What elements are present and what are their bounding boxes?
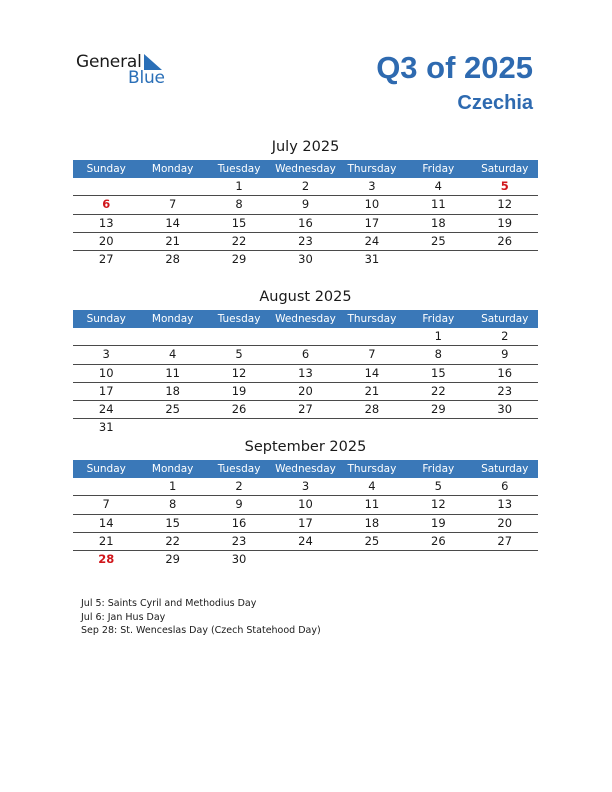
day-cell: 12 (431, 497, 446, 512)
day-cell: 20 (298, 383, 313, 398)
day-cell: 1 (168, 479, 177, 493)
day-cell: 5 (235, 347, 243, 362)
holiday-note: Sep 28: St. Wenceslas Day (Czech Statehood Day) (81, 625, 321, 636)
weekday-label: Monday (151, 313, 194, 325)
day-cell: 22 (431, 383, 446, 398)
day-cell: 2 (235, 479, 243, 493)
day-cell: 21 (165, 233, 180, 248)
day-cell (272, 328, 338, 345)
holiday-note: Jul 6: Jan Hus Day (81, 611, 166, 623)
week-row (73, 478, 538, 496)
week-row (73, 515, 538, 533)
weekday-label: Saturday (481, 463, 529, 475)
day-cell: 29 (231, 252, 247, 267)
day-cell: 18 (431, 215, 446, 230)
day-cell: 11 (364, 497, 380, 512)
week-row (73, 251, 538, 268)
week-row (73, 401, 538, 419)
day-cell: 5 (434, 479, 442, 493)
day-cell (73, 478, 139, 495)
day-cell: 29 (165, 552, 180, 567)
day-cell (206, 328, 272, 345)
day-cell (272, 551, 338, 568)
day-cell: 27 (298, 402, 313, 417)
day-cell (405, 419, 471, 436)
weekday-label: Wednesday (275, 313, 336, 325)
day-cell: 2 (301, 179, 310, 193)
month-title: July 2025 (271, 139, 340, 155)
day-cell: 19 (497, 215, 513, 230)
day-cell: 6 (102, 197, 111, 212)
day-cell: 5 (500, 179, 509, 193)
month-calendar (73, 136, 538, 268)
weekday-header (73, 160, 538, 178)
day-cell: 8 (434, 347, 442, 362)
logo-word-blue: Blue (128, 68, 165, 88)
week-row (73, 383, 538, 401)
day-cell: 7 (102, 497, 110, 512)
day-cell: 26 (497, 233, 513, 248)
day-cell (139, 419, 205, 436)
day-cell: 11 (431, 197, 446, 212)
day-cell: 6 (501, 479, 509, 493)
day-cell (139, 328, 205, 345)
day-cell (472, 419, 538, 436)
day-cell (272, 419, 338, 436)
day-cell: 9 (301, 197, 310, 212)
day-cell: 19 (431, 515, 446, 530)
day-cell: 1 (434, 329, 442, 343)
weekday-label: Friday (422, 463, 455, 475)
day-cell: 21 (364, 383, 380, 398)
day-cell: 11 (165, 365, 180, 380)
country-name: Czechia (457, 92, 533, 114)
day-cell (206, 419, 272, 436)
weekday-label: Monday (151, 163, 194, 175)
holiday-notes (81, 597, 321, 638)
day-cell: 8 (168, 497, 177, 512)
weekday-label: Sunday (86, 313, 126, 325)
week-row (73, 328, 538, 346)
weekday-header (73, 460, 538, 478)
day-cell: 23 (497, 383, 513, 398)
weekday-label: Monday (151, 463, 194, 475)
week-rows (73, 178, 538, 268)
day-cell: 7 (368, 347, 376, 362)
day-cell: 18 (165, 383, 180, 398)
day-cell: 27 (98, 252, 114, 267)
day-cell (339, 551, 405, 568)
day-cell: 16 (497, 365, 513, 380)
day-cell: 15 (431, 365, 446, 380)
week-row (73, 346, 538, 364)
week-row (73, 178, 538, 196)
day-cell: 25 (165, 402, 180, 417)
day-cell: 30 (298, 252, 313, 267)
weekday-label: Saturday (481, 163, 529, 175)
weekday-label: Saturday (481, 313, 529, 325)
day-cell: 2 (501, 329, 509, 343)
month-calendar (73, 436, 538, 568)
day-cell: 30 (497, 402, 513, 417)
weekday-label: Thursday (347, 313, 397, 325)
month-title: September 2025 (244, 439, 367, 455)
day-cell: 25 (431, 233, 446, 248)
weekday-label: Sunday (86, 463, 126, 475)
day-cell (472, 251, 538, 268)
day-cell: 10 (298, 497, 313, 512)
day-cell: 25 (364, 533, 380, 548)
day-cell (73, 178, 139, 195)
day-cell: 16 (231, 515, 247, 530)
week-row (73, 233, 538, 251)
day-cell: 14 (98, 515, 114, 530)
day-cell: 24 (298, 533, 313, 548)
day-cell: 17 (364, 215, 380, 230)
weekday-label: Thursday (347, 163, 397, 175)
day-cell: 13 (98, 215, 114, 230)
week-row (73, 215, 538, 233)
week-rows (73, 478, 538, 568)
day-cell: 8 (235, 197, 243, 212)
day-cell (339, 328, 405, 345)
weekday-label: Wednesday (275, 163, 336, 175)
day-cell (472, 551, 538, 568)
week-row (73, 365, 538, 383)
day-cell: 23 (298, 233, 313, 248)
day-cell: 9 (235, 497, 243, 512)
week-row (73, 533, 538, 551)
day-cell: 26 (431, 533, 446, 548)
day-cell (139, 178, 205, 195)
day-cell: 20 (497, 515, 513, 530)
weekday-label: Thursday (347, 463, 397, 475)
day-cell: 17 (98, 383, 114, 398)
page-title: Q3 of 2025 (376, 50, 533, 85)
day-cell: 3 (301, 479, 310, 493)
day-cell: 26 (231, 402, 247, 417)
day-cell: 23 (231, 533, 247, 548)
week-row (73, 496, 538, 514)
day-cell: 14 (364, 365, 380, 380)
day-cell: 13 (298, 365, 313, 380)
weekday-label: Tuesday (217, 463, 261, 475)
day-cell: 28 (364, 402, 380, 417)
day-cell: 14 (165, 215, 180, 230)
day-cell: 29 (431, 402, 446, 417)
month-calendar (73, 286, 538, 437)
weekday-label: Sunday (86, 163, 126, 175)
day-cell: 15 (231, 215, 247, 230)
day-cell: 3 (102, 347, 110, 362)
month-title: August 2025 (259, 289, 352, 305)
day-cell: 31 (364, 252, 380, 267)
day-cell: 12 (231, 365, 247, 380)
weekday-label: Friday (422, 313, 455, 325)
weekday-label: Tuesday (217, 313, 261, 325)
day-cell: 15 (165, 515, 180, 530)
day-cell: 1 (235, 179, 243, 193)
day-cell: 20 (98, 233, 114, 248)
day-cell: 18 (364, 515, 380, 530)
day-cell (339, 419, 405, 436)
day-cell: 9 (501, 347, 509, 362)
day-cell: 12 (497, 197, 513, 212)
weekday-label: Friday (422, 163, 455, 175)
day-cell: 28 (98, 552, 115, 567)
day-cell: 4 (168, 347, 177, 362)
day-cell: 10 (98, 365, 114, 380)
week-row (73, 551, 538, 568)
day-cell: 13 (497, 497, 513, 512)
day-cell: 19 (231, 383, 247, 398)
day-cell: 24 (98, 402, 114, 417)
day-cell: 17 (298, 515, 313, 530)
week-rows (73, 328, 538, 437)
day-cell: 7 (168, 197, 177, 212)
day-cell: 22 (231, 233, 247, 248)
day-cell: 16 (298, 215, 313, 230)
day-cell: 27 (497, 533, 513, 548)
day-cell: 10 (364, 197, 380, 212)
day-cell (405, 551, 471, 568)
weekday-header (73, 310, 538, 328)
weekday-label: Tuesday (217, 163, 261, 175)
day-cell (405, 251, 471, 268)
day-cell: 28 (165, 252, 180, 267)
day-cell: 6 (301, 347, 310, 362)
weekday-label: Wednesday (275, 463, 336, 475)
day-cell: 21 (98, 533, 114, 548)
holiday-note: Jul 5: Saints Cyril and Methodius Day (81, 598, 257, 609)
logo-word-general: General (76, 52, 142, 72)
day-cell: 31 (98, 420, 114, 435)
day-cell (73, 328, 139, 345)
day-cell: 4 (434, 179, 442, 193)
week-row (73, 419, 538, 436)
week-row (73, 196, 538, 214)
day-cell: 22 (165, 533, 180, 548)
day-cell: 30 (231, 552, 247, 567)
day-cell: 4 (368, 479, 376, 493)
generalblue-logo (76, 52, 176, 92)
day-cell: 3 (368, 179, 376, 193)
day-cell: 24 (364, 233, 380, 248)
